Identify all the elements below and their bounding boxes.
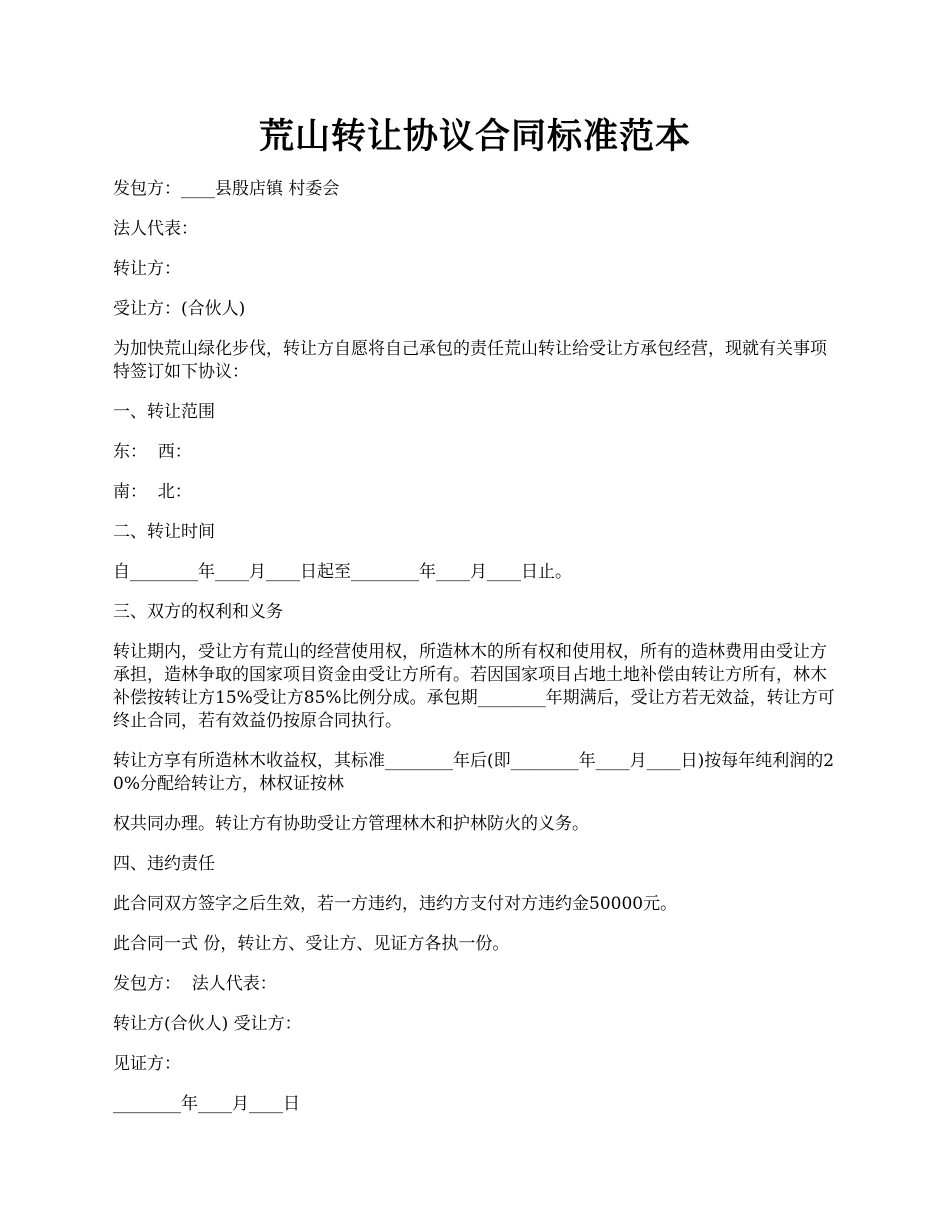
paragraph-period-dates: 自________年____月____日起至________年____月____日止。	[113, 562, 572, 582]
paragraph-contractor: 发包方：____县殷店镇 村委会	[113, 179, 340, 199]
section-heading-rights: 三、双方的权利和义务	[113, 602, 283, 622]
paragraph-rights-3: 权共同办理。转让方有协助受让方管理林木和护林防火的义务。	[113, 814, 589, 834]
paragraph-rights-2: 转让方享有所造林木收益权，其标准________年后(即________年____月____日)按每年纯利润的20%分配给转让方，林权证按林	[113, 751, 835, 794]
paragraph-east-west: 东： 西：	[113, 442, 192, 462]
paragraph-legal-rep: 法人代表：	[113, 219, 198, 239]
document-title: 荒山转让协议合同标准范本	[258, 116, 691, 157]
section-heading-breach: 四、违约责任	[113, 854, 215, 874]
signature-contractor: 发包方： 法人代表：	[113, 974, 277, 994]
paragraph-preamble: 为加快荒山绿化步伐，转让方自愿将自己承包的责任荒山转让给受让方承包经营，现就有关事项特签订如下协议：	[113, 339, 827, 382]
paragraph-copies: 此合同一式 份，转让方、受让方、见证方各执一份。	[113, 934, 510, 954]
section-heading-scope: 一、转让范围	[113, 402, 215, 422]
paragraph-transferor: 转让方：	[113, 259, 181, 279]
signature-parties: 转让方(合伙人) 受让方：	[113, 1014, 302, 1034]
paragraph-transferee: 受让方：(合伙人)	[113, 299, 246, 319]
signature-date: ________年____月____日	[113, 1094, 300, 1114]
document-body	[113, 178, 841, 1133]
paragraph-south-north: 南： 北：	[113, 482, 192, 502]
paragraph-breach: 此合同双方签字之后生效，若一方违约，违约方支付对方违约金50000元。	[113, 894, 678, 914]
signature-witness: 见证方：	[113, 1054, 181, 1074]
section-heading-period: 二、转让时间	[113, 522, 215, 542]
paragraph-rights-1: 转让期内，受让方有荒山的经营使用权，所造林木的所有权和使用权，所有的造林费用由受让方承担，造林争取的国家项目资金由受让方所有。若因国家项目占地土地补偿由转让方所有，林木补偿按转让方15%受让方85%比例分成。承包期________年期满后，受让方若无效益，转让方可终止合同，若有效益仍按原合同执行。	[113, 642, 835, 731]
